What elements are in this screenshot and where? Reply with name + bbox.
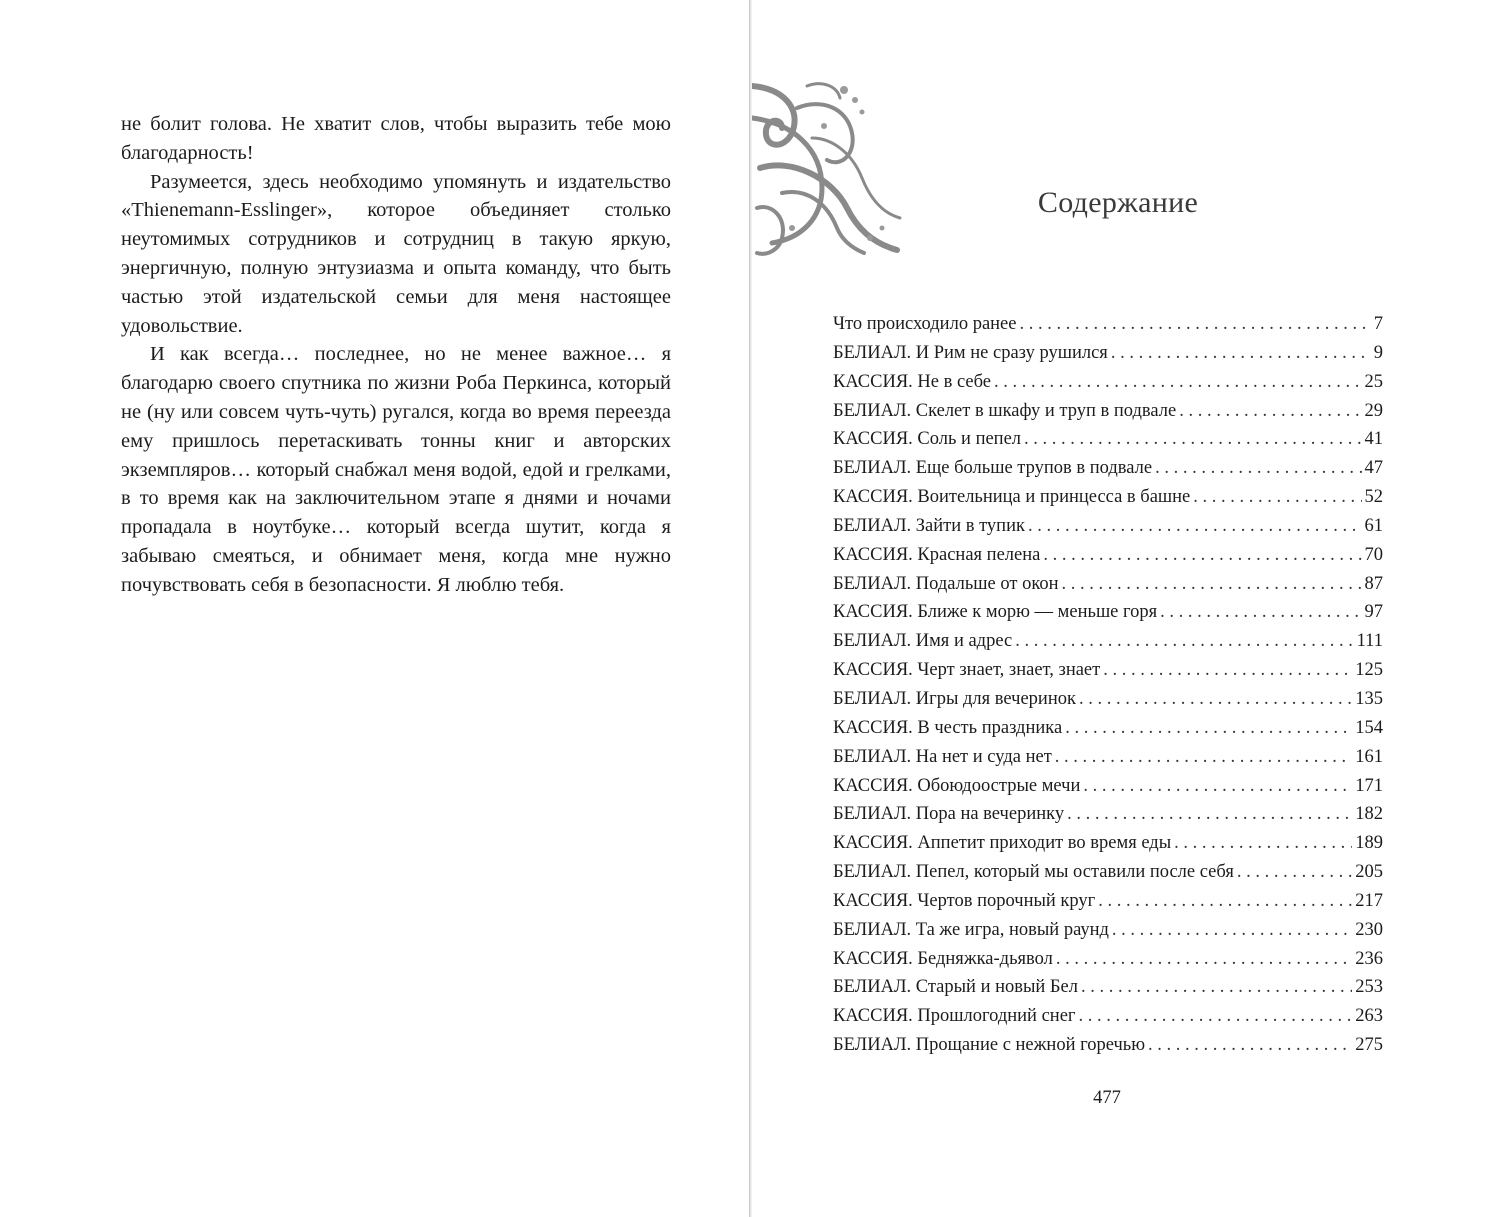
toc-entry-page: 217	[1355, 890, 1383, 911]
paragraph: не болит голова. Не хватит слов, чтобы выразить тебе мою благодарность!	[121, 113, 671, 164]
toc-entry-title: БЕЛИАЛ. Игры для вечеринок	[833, 688, 1076, 709]
right-page	[752, 0, 1500, 1217]
toc-entry	[833, 401, 1383, 430]
toc-entry-page: 97	[1364, 602, 1383, 623]
toc-leader-dots	[1081, 977, 1352, 998]
toc-entry-title: БЕЛИАЛ. Имя и адрес	[833, 631, 1013, 652]
toc-entry	[833, 545, 1383, 574]
toc-entry-page: 47	[1364, 458, 1383, 479]
toc-entry	[833, 689, 1383, 718]
toc-entry-page: 29	[1364, 400, 1383, 421]
toc-entry	[833, 920, 1383, 949]
toc-entry-title: БЕЛИАЛ. Старый и новый Бел	[833, 977, 1078, 998]
toc-entry-page: 236	[1355, 948, 1383, 969]
toc-entry-page: 9	[1373, 342, 1383, 363]
toc-entry-title: Что происходило ранее	[833, 314, 1017, 334]
toc-entry-title: КАССИЯ. Бедняжка-дьявол	[833, 948, 1053, 969]
toc-entry-title: КАССИЯ. В честь праздника	[833, 717, 1063, 738]
toc-entry-title: КАССИЯ. Чертов порочный круг	[833, 890, 1096, 911]
toc-entry	[833, 1006, 1383, 1035]
toc-entry	[833, 660, 1383, 689]
toc-entry-page: 125	[1355, 660, 1383, 681]
toc-entry	[833, 747, 1383, 776]
toc-leader-dots	[1155, 458, 1361, 479]
toc-leader-dots	[1083, 776, 1352, 797]
toc-entry-title: БЕЛИАЛ. Зайти в тупик	[833, 515, 1025, 536]
toc-leader-dots	[1160, 602, 1361, 623]
toc-entry-page: 263	[1355, 1006, 1383, 1027]
toc-leader-dots	[1111, 343, 1371, 364]
toc-entry	[833, 372, 1383, 401]
toc-entry	[833, 891, 1383, 920]
toc-leader-dots	[1056, 949, 1352, 970]
toc-entry	[833, 458, 1383, 487]
toc-entry	[833, 516, 1383, 545]
toc-entry	[833, 1035, 1383, 1064]
acknowledgements-text	[121, 110, 671, 600]
toc-entry-page: 275	[1355, 1035, 1383, 1056]
toc-entry-page: 182	[1355, 804, 1383, 825]
toc-leader-dots	[1079, 689, 1352, 710]
toc-leader-dots	[1065, 718, 1352, 739]
toc-leader-dots	[1067, 804, 1352, 825]
toc-entry-title: БЕЛИАЛ. И Рим не сразу рушился	[833, 342, 1108, 363]
toc-leader-dots	[1019, 314, 1370, 335]
toc-leader-dots	[1148, 1035, 1352, 1056]
toc-leader-dots	[1015, 631, 1353, 652]
toc-entry-title: КАССИЯ. Не в себе	[833, 371, 991, 392]
toc-entry-page: 135	[1355, 688, 1383, 709]
toc-leader-dots	[1079, 1006, 1353, 1027]
toc-entry-title: БЕЛИАЛ. Скелет в шкафу и труп в подвале	[833, 400, 1177, 421]
toc-entry-page: 154	[1355, 717, 1383, 738]
toc-entry-title: БЕЛИАЛ. Та же игра, новый раунд	[833, 919, 1109, 940]
toc-leader-dots	[994, 372, 1362, 393]
toc-entry-page: 253	[1355, 977, 1383, 998]
toc-entry	[833, 776, 1383, 805]
toc-entry	[833, 343, 1383, 372]
toc-leader-dots	[1179, 401, 1361, 422]
toc-entry-page: 70	[1364, 544, 1383, 565]
toc-leader-dots	[1028, 516, 1362, 537]
toc-entry-page: 171	[1355, 775, 1383, 796]
toc-leader-dots	[1062, 574, 1362, 595]
toc-leader-dots	[1103, 660, 1352, 681]
toc-entry-page: 87	[1364, 573, 1383, 594]
toc-entry	[833, 602, 1383, 631]
toc-entry-title: КАССИЯ. Черт знает, знает, знает	[833, 660, 1101, 681]
toc-leader-dots	[1237, 862, 1352, 883]
toc-entry-page: 205	[1355, 862, 1383, 883]
toc-leader-dots	[1043, 545, 1361, 566]
toc-leader-dots	[1193, 487, 1361, 508]
toc-entry	[833, 977, 1383, 1006]
toc-leader-dots	[1112, 920, 1352, 941]
flourish-ornament-icon	[752, 78, 902, 263]
toc-entry	[833, 487, 1383, 516]
toc-entry-title: КАССИЯ. Аппетит приходит во время еды	[833, 833, 1172, 854]
toc-entry-title: БЕЛИАЛ. Еще больше трупов в подвале	[833, 458, 1153, 479]
toc-entry-title: КАССИЯ. Ближе к морю — меньше горя	[833, 602, 1158, 623]
toc-entry	[833, 718, 1383, 747]
toc-entry-title: КАССИЯ. Красная пелена	[833, 544, 1041, 565]
toc-entry-page: 7	[1373, 314, 1383, 334]
paragraph: И как всегда… последнее, но не менее важное… я благодарю своего спутника по жизни Роба Перкинса, который не (ну или совсем чуть-чуть) ругался, когда во время переезда ему пришлось перетаскивать тонны книг и авторских экземпляров… который снабжал меня водой, едой и грелками, в то время как на заключительном этапе я днями и ночами пропадала в ноутбуке… который всегда шутит, когда я забываю смеяться, и обнимает меня, когда мне нужно почувствовать себя в безопасности. Я люблю тебя.	[121, 343, 671, 596]
toc-entry	[833, 804, 1383, 833]
toc-entry-page: 111	[1356, 631, 1383, 652]
toc-entry-title: КАССИЯ. Воительница и принцесса в башне	[833, 487, 1191, 508]
toc-entry-title: БЕЛИАЛ. Подальше от окон	[833, 573, 1059, 594]
toc-leader-dots	[1055, 747, 1352, 768]
toc-entry-page: 25	[1364, 371, 1383, 392]
toc-entry-page: 189	[1355, 833, 1383, 854]
toc-entry	[833, 429, 1383, 458]
toc-leader-dots	[1174, 833, 1352, 854]
toc-leader-dots	[1098, 891, 1352, 912]
toc-entry-title: БЕЛИАЛ. Пепел, который мы оставили после себя	[833, 862, 1234, 883]
toc-entry-title: КАССИЯ. Прошлогодний снег	[833, 1006, 1076, 1027]
toc-entry-page: 161	[1355, 746, 1383, 767]
toc-entry	[833, 833, 1383, 862]
toc-entry-title: БЕЛИАЛ. Прощание с нежной горечью	[833, 1035, 1146, 1056]
toc-entry-page: 61	[1364, 515, 1383, 536]
page-number: 477	[1093, 1088, 1121, 1108]
toc-entry-page: 230	[1355, 919, 1383, 940]
toc-entry	[833, 862, 1383, 891]
toc-title: Содержание	[1037, 186, 1199, 219]
toc-entry-page: 52	[1364, 487, 1383, 508]
toc-entry	[833, 631, 1383, 660]
toc-entry	[833, 949, 1383, 978]
toc-entry	[833, 574, 1383, 603]
toc-entry	[833, 314, 1383, 343]
toc-entry-page: 41	[1364, 429, 1383, 450]
toc-leader-dots	[1024, 429, 1361, 450]
paragraph: Разумеется, здесь необходимо упомянуть и издательство «Thienemann-Esslinger», которое объединяет столько неутомимых сотрудников и сотрудниц в такую яркую, энергичную, полную энтузиазма и опыта команду, что быть частью этой издательской семьи для меня настоящее удовольствие.	[121, 170, 671, 337]
toc-entry-title: БЕЛИАЛ. На нет и суда нет	[833, 746, 1052, 767]
toc-entry-title: БЕЛИАЛ. Пора на вечеринку	[833, 804, 1065, 825]
toc-entry-title: КАССИЯ. Соль и пепел	[833, 429, 1022, 450]
table-of-contents	[833, 314, 1383, 1064]
toc-entry-title: КАССИЯ. Обоюдоострые мечи	[833, 775, 1081, 796]
